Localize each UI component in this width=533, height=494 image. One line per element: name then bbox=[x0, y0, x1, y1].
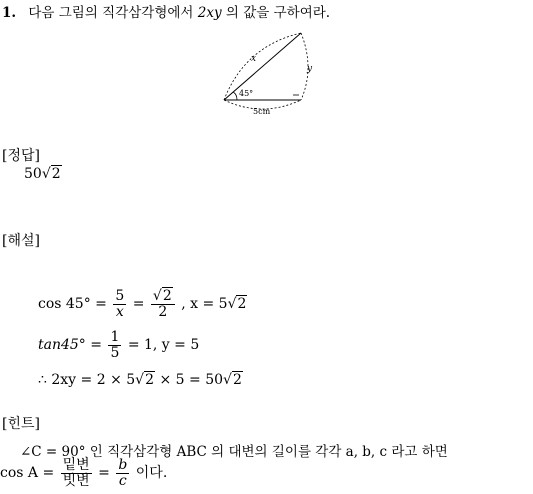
sol2-lhs: tan45° = bbox=[38, 337, 102, 354]
hint-frac1: $\frac{\text{밑변}}{\text{빗변}}$ bbox=[62, 457, 90, 489]
hint-line-1: ∠C = 90° 인 직각삼각형 ABC 의 대변의 길이를 각각 a, b, c 라고 하면 bbox=[20, 444, 448, 460]
sol2-tail: = 1, y = 5 bbox=[127, 337, 200, 354]
hint-tail: 이다. bbox=[135, 465, 168, 482]
solution-line-2 bbox=[38, 330, 199, 360]
solution-line-1 bbox=[38, 289, 247, 319]
therefore-symbol: ∴ bbox=[38, 372, 47, 388]
hint-eq: = bbox=[98, 465, 110, 482]
label-x: x bbox=[251, 54, 257, 64]
triangle-figure bbox=[215, 28, 325, 120]
solution-header: [해설] bbox=[2, 233, 40, 249]
question-text-suffix: 의 값을 구하여라. bbox=[225, 5, 331, 21]
hint-header: [힌트] bbox=[2, 416, 40, 432]
label-base: 5cm bbox=[253, 107, 271, 116]
sol3-mid: × 5 = 50 bbox=[159, 372, 224, 388]
question-text-prefix: 다음 그림의 직각삼각형에서 bbox=[28, 5, 194, 21]
sol3-text: 2xy = 2 × 5 bbox=[51, 372, 136, 388]
sol1-tail-sqrt: √2 bbox=[227, 296, 247, 313]
hypotenuse-line bbox=[224, 33, 301, 100]
angle-arc bbox=[233, 92, 237, 100]
answer-coef: 50 bbox=[24, 166, 42, 182]
sol1-tail: , x = 5 bbox=[181, 296, 228, 313]
sol1-lhs: cos 45° = bbox=[38, 296, 107, 313]
answer-value bbox=[24, 166, 62, 182]
question-number: 1. bbox=[2, 5, 17, 21]
question-expr: 2xy bbox=[197, 5, 222, 21]
hint-cos-lhs: cos A = bbox=[0, 465, 55, 482]
hint-line-2 bbox=[0, 458, 167, 488]
answer-sqrt: √2 bbox=[41, 166, 61, 182]
solution-line-3: ∴ 2xy = 2 × 5√2 × 5 = 50√2 bbox=[38, 372, 242, 388]
question-line bbox=[2, 1, 330, 21]
sol1-frac1: $\frac{5}{x}$ bbox=[115, 288, 125, 320]
sol1-eq: = bbox=[132, 296, 145, 313]
label-y: y bbox=[307, 64, 313, 74]
label-angle: 45° bbox=[239, 89, 254, 98]
answer-header: [정답] bbox=[2, 148, 40, 164]
sol1-frac2: $\frac{√2}{2}$ bbox=[151, 289, 175, 319]
hint-frac2: $\frac{b}{c}$ bbox=[118, 457, 128, 489]
sol2-frac: $\frac{1}{5}$ bbox=[110, 329, 120, 361]
